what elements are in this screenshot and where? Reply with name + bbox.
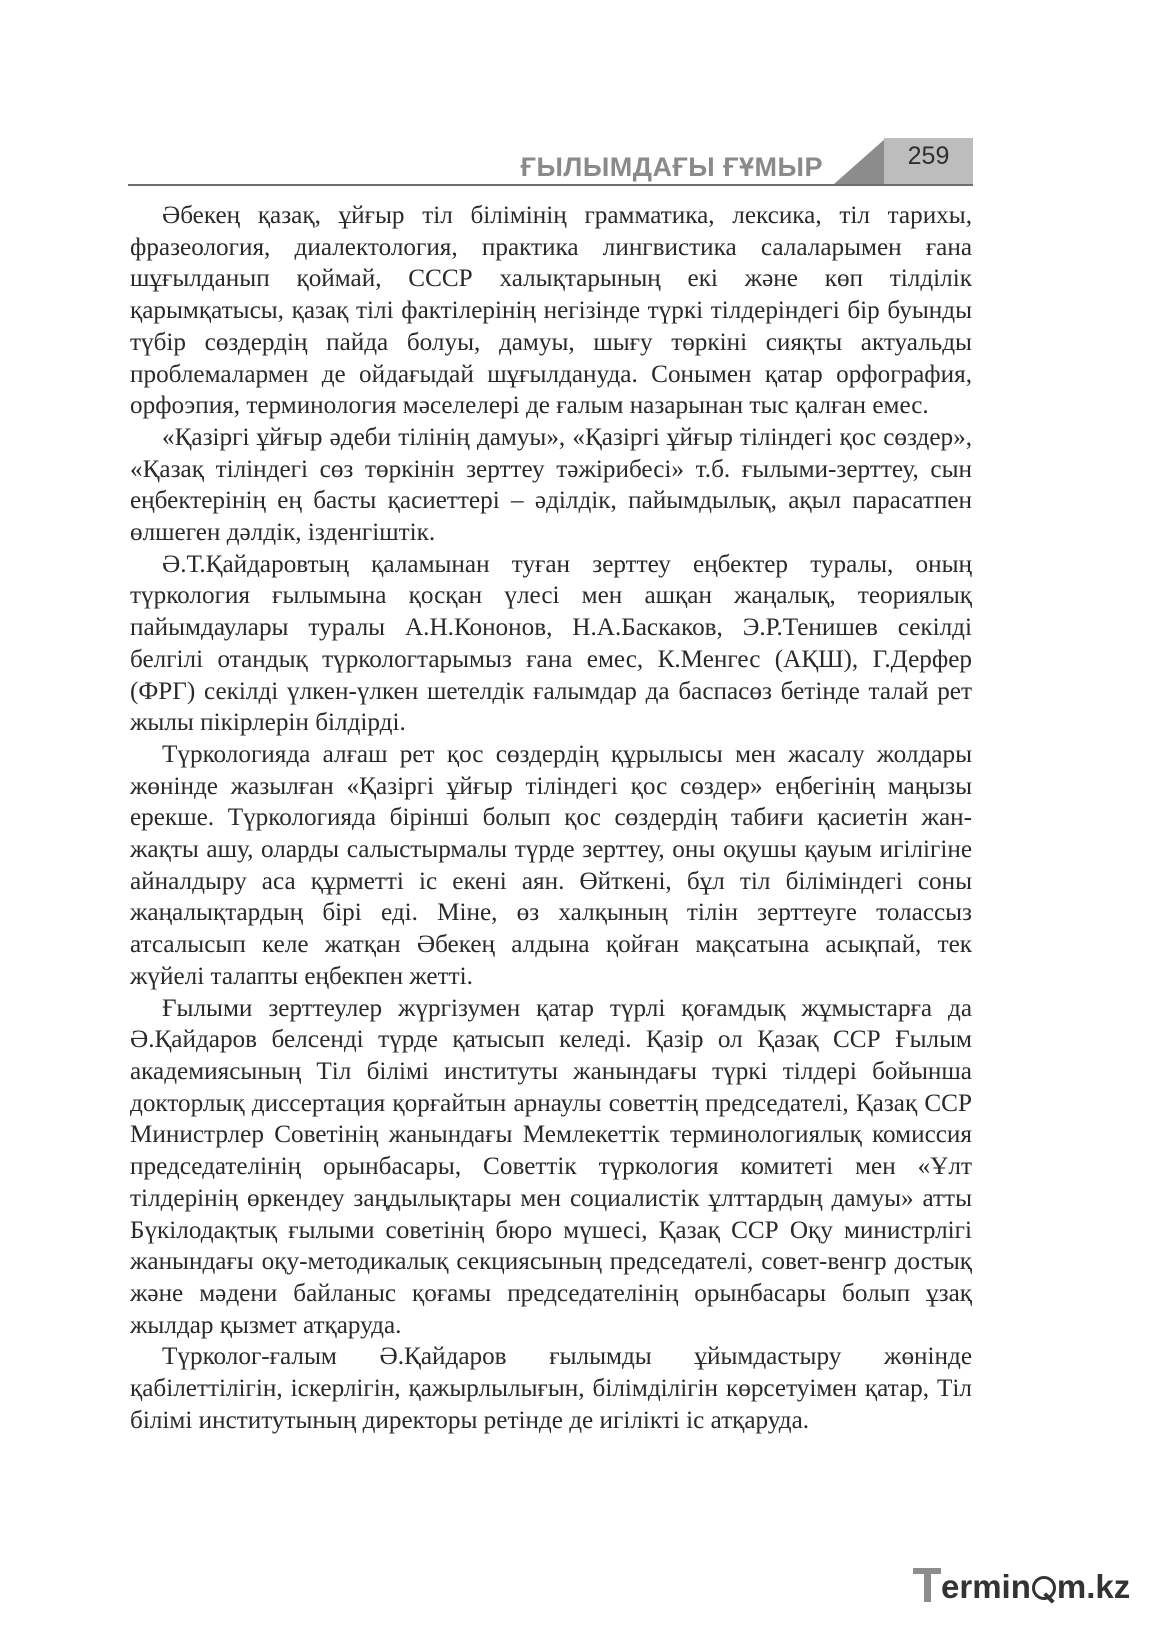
watermark-text-2: m.kz — [1056, 1568, 1131, 1605]
paragraph: Әбекең қазақ, ұйғыр тіл білімінің грамматика, лексика, тіл тарихы, фразеология, диалектология, практика лингвистика салаларымен ғана шұғылданып қоймай, СССР халықтарының екі және көп тілділік қарымқатысы, қазақ тілі фактілерінің негізінде түркі тілдеріндегі бір буынды түбір сөздердің пайда болуы, дамуы, шығу төркіні сияқты актуальды проблемалармен де ойдағыдай шұғылдануда. Сонымен қатар орфография, орфоэпия, терминология мәселелері де ғалым назарынан тыс қалған емес. — [130, 202, 972, 420]
magnifier-o-icon — [1031, 1575, 1057, 1601]
paragraph: «Қазіргі ұйғыр әдеби тілінің дамуы», «Қазіргі ұйғыр тіліндегі қос сөздер», «Қазақ тіліндегі сөз төркінін зерттеу тәжірибесі» т.б. ғылыми-зерттеу, сын еңбектерінің ең басты қасиеттері – әділдік, пайымдылық, ақыл парасатпен өлшеген дәлдік, ізденгіштік. — [130, 423, 972, 547]
header-rule — [128, 184, 973, 186]
paragraph: Ғылыми зерттеулер жүргізумен қатар түрлі қоғамдық жұмыстарға да Ә.Қайдаров белсенді түрде қатысып келеді. Қазір ол Қазақ ССР Ғылым академиясының Тіл білімі институты жанындағы түркі тілдері бойынша докторлық диссертация қорғайтын арнаулы советтің председателі, Қазақ ССР Министрлер Советінің жанындағы Мемлекеттік терминологиялық комиссия председателінің орынбасары, Советтік түркология комитеті мен «Ұлт тілдерінің өркендеу заңдылықтары мен социалистік ұлттардың дамуы» атты Бүкілодақтық ғылыми советінің бюро мүшесі, Қазақ ССР Оқу министрлігі жанындағы оқу-методикалық секциясының председателі, совет-венгр достық және мәдени байланыс қоғамы председателінің орынбасары болып ұзақ жылдар қызмет атқаруда. — [130, 994, 972, 1339]
paragraph: Түрколог-ғалым Ә.Қайдаров ғылымды ұйымдастыру жөнінде қабілеттілігін, іскерлігін, қажырлылығын, білімділігін көрсетуімен қатар, Тіл білімі институтының директоры ретінде де игілікті іс атқаруда. — [130, 1343, 972, 1434]
t-logo-icon — [913, 1568, 941, 1602]
running-title: ҒЫЛЫМДАҒЫ ҒҰМЫР — [520, 152, 823, 182]
paragraph: Ә.Т.Қайдаровтың қаламынан туған зерттеу еңбектер туралы, оның түркология ғылымына қосқан үлесі мен ашқан жаңалық, теориялық пайымдаулары туралы А.Н.Кононов, Н.А.Баскаков, Э.Р.Тенишев секілді белгілі отандық түркологтарымыз ғана емес, К.Менгес (АҚШ), Г.Дерфер (ФРГ) секілді үлкен-үлкен шетелдік ғалымдар да баспасөз бетінде талай рет жылы пікірлерін білдірді. — [130, 550, 972, 737]
site-watermark — [913, 1568, 1131, 1618]
paragraph: Түркологияда алғаш рет қос сөздердің құрылысы мен жасалу жолдары жөнінде жазылған «Қазіргі ұйғыр тіліндегі қос сөздер» еңбегінің маңызы ерекше. Түркологияда бірінші болып қос сөздердің табиғи қасиетін жан-жақты ашу, оларды салыстырмалы түрде зерттеу, оны оқушы қауым игілігіне айналдыру аса құрметті іс екені аян. Өйткені, бұл тіл біліміндегі соны жаңалықтардың бірі еді. Міне, өз халқының тілін зерттеуге толассыз атсалысып келе жатқан Әбекең алдына қойған мақсатына асықпай, тек жүйелі талапты еңбекпен жетті. — [130, 740, 972, 990]
header-wedge — [834, 138, 886, 184]
body-text — [130, 200, 972, 1436]
watermark-text-1: ermin — [941, 1568, 1031, 1605]
page-number: 259 — [907, 142, 950, 170]
running-header — [128, 138, 973, 186]
